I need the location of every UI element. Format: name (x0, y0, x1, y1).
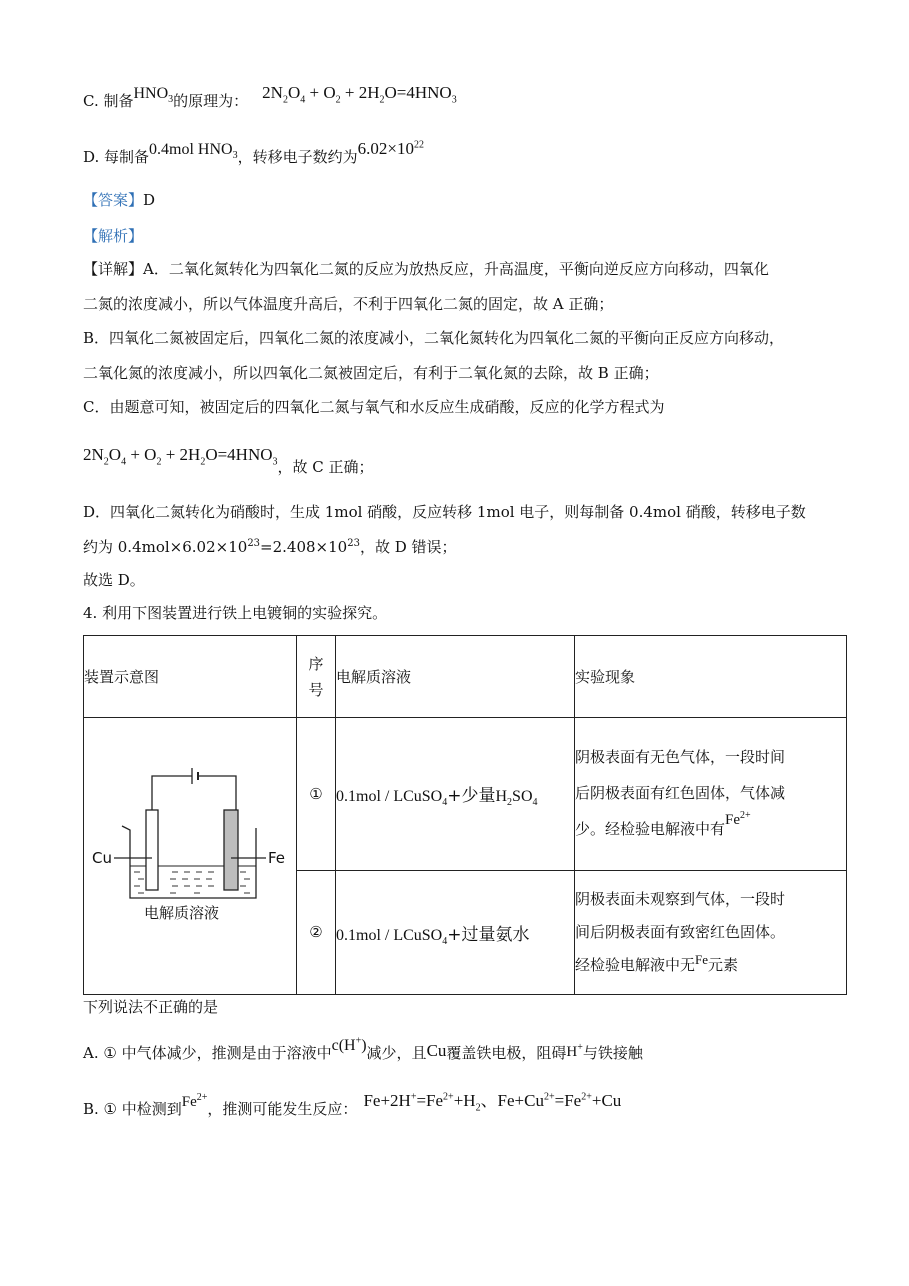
row1-obs1: 阴极表面有无色气体，一段时间 (575, 748, 786, 767)
detail-b2: 二氧化氮的浓度减小，所以四氧化二氮被固定后，有利于二氧化氮的去除，故 B 正确； (83, 364, 659, 382)
answer-value: D (143, 191, 156, 209)
row2-obs3b: 元素 (708, 955, 739, 974)
label-fe: Fe (268, 849, 286, 867)
label-cu: Cu (92, 849, 112, 867)
row1-solution: 0.1mol / LCuSO$_4$+少量$H_2SO_4$ (336, 718, 575, 871)
detail-d2a: 约为 0.4mol×6.02×10 (83, 538, 248, 556)
detail-c2-line (83, 445, 374, 476)
formula-h-plus: H+ (566, 1042, 583, 1060)
answer-tag: 【答案】 (83, 191, 144, 209)
option-b-text-b: ，推测可能发生反应： (207, 1100, 358, 1118)
row2-solution: 0.1mol / LCuSO$_4$+过量氨水 (336, 870, 575, 994)
row1-no: ① (297, 718, 336, 871)
experiment-table (83, 635, 847, 995)
row1-obs3-line: 少。经检验电解液中有$Fe^{2+}$ (575, 810, 751, 839)
detail-d1: D．四氧化二氮转化为硝酸时，生成 1mol 硝酸，反应转移 1mol 电子，则每制备 0.4mol 硝酸，转移电子数 (83, 503, 806, 521)
formula-avogadro: $6.02\times 10^{22}$ (357, 139, 424, 158)
option-d (83, 139, 424, 166)
row2-obs3a: 经检验电解液中无 (575, 955, 696, 974)
label-electrolyte: 电解质溶液 (144, 904, 220, 922)
row1-obs3: 少。经检验电解液中有 (575, 820, 726, 839)
option-c (83, 83, 457, 110)
question-stem: 下列说法不正确的是 (83, 998, 219, 1016)
row2-no: ② (297, 870, 336, 994)
header-no (297, 636, 336, 718)
option-d-mid: ，转移电子数约为 (237, 148, 358, 166)
formula-fe2plus: $Fe^{2+}$ (181, 1092, 208, 1110)
row2-obs1: 阴极表面未观察到气体，一段时 (575, 889, 786, 908)
option-a-text-d: 与铁接触 (582, 1044, 643, 1062)
detail-a2: 二氮的浓度减小，所以气体温度升高后，不利于四氧化二氮的固定，故 A 正确； (83, 295, 614, 313)
formula-hno3: $HNO_3$ (133, 85, 174, 106)
formula-cu: Cu (426, 1041, 447, 1060)
option-b-text-a: B. ① 中检测到 (83, 1100, 182, 1118)
row2-obs3-line: 经检验电解液中无Fe元素 (575, 951, 739, 974)
detail-exp1: 23 (247, 538, 261, 549)
cu-electrode (146, 810, 158, 890)
formula-04mol-hno3: 0.4mol $HNO_3$ (149, 141, 238, 162)
formula-c-h: c(H+) (331, 1035, 367, 1054)
detail-d2c: ，故 D 错误； (359, 538, 457, 556)
option-a-text-c: 覆盖铁电极，阻碍 (446, 1044, 567, 1062)
option-b (83, 1091, 622, 1118)
diagram-cell (84, 718, 297, 995)
equation-c-repeat: $2N_2O_4 + O_2 + 2H_2O=4HNO_3$ (83, 445, 278, 468)
detail-d2 (83, 540, 457, 555)
detail-c1: C．由题意可知，被固定后的四氧化二氮与氧气和水反应生成硝酸，反应的化学方程式为 (83, 398, 665, 416)
question-4-title: 4. 利用下图装置进行铁上电镀铜的实验探究。 (83, 604, 388, 622)
row1-phenomenon (575, 718, 847, 871)
analysis-tag: 【解析】 (83, 227, 144, 245)
header-diagram: 装置示意图 (84, 636, 297, 718)
detail-exp2: 23 (347, 538, 360, 549)
answer-line (83, 193, 155, 208)
fe-electrode (224, 810, 238, 890)
row2-obs2: 间后阴极表面有致密红色固体。 (575, 922, 786, 941)
header-phenomenon: 实验现象 (575, 636, 847, 718)
detail-c2: ，故 C 正确； (277, 458, 374, 476)
header-solution: 电解质溶液 (336, 636, 575, 718)
option-a-text-a: A. ① 中气体减少，推测是由于溶液中 (83, 1044, 332, 1062)
detail-end: 故选 D。 (83, 571, 145, 589)
row2-sol-tail: +过量氨水 (447, 924, 530, 945)
row1-sol-tail: +少量 (447, 786, 496, 807)
detail-d2b: =2.408×10 (260, 538, 348, 556)
option-a (83, 1035, 643, 1062)
electroplating-diagram (84, 718, 296, 994)
header-no-text: 序号 (308, 654, 324, 699)
row1-obs2: 后阴极表面有红色固体，气体减 (575, 784, 786, 803)
row2-phenomenon (575, 870, 847, 994)
equation-c: $2N_2O_4 + O_2 + 2H_2O=4HNO_3$ (262, 83, 457, 106)
detail-a1: 【详解】A．二氧化氮转化为四氧化二氮的反应为放热反应，升高温度，平衡向逆反应方向移动，四氧化 (83, 260, 769, 278)
option-c-mid: 的原理为： (173, 92, 249, 110)
detail-b1: B．四氧化二氮被固定后，四氧化二氮的浓度减小，二氧化氮转化为四氧化二氮的平衡向正反应方向移动， (83, 329, 785, 347)
option-c-text: C. 制备 (83, 92, 134, 110)
equation-b: $Fe+2H^+=Fe^{2+}+H_2$、$Fe+Cu^{2+}=Fe^{2+}+Cu$ (363, 1091, 622, 1114)
option-d-text: D. 每制备 (83, 148, 150, 166)
option-a-text-b: 减少，且 (366, 1044, 427, 1062)
